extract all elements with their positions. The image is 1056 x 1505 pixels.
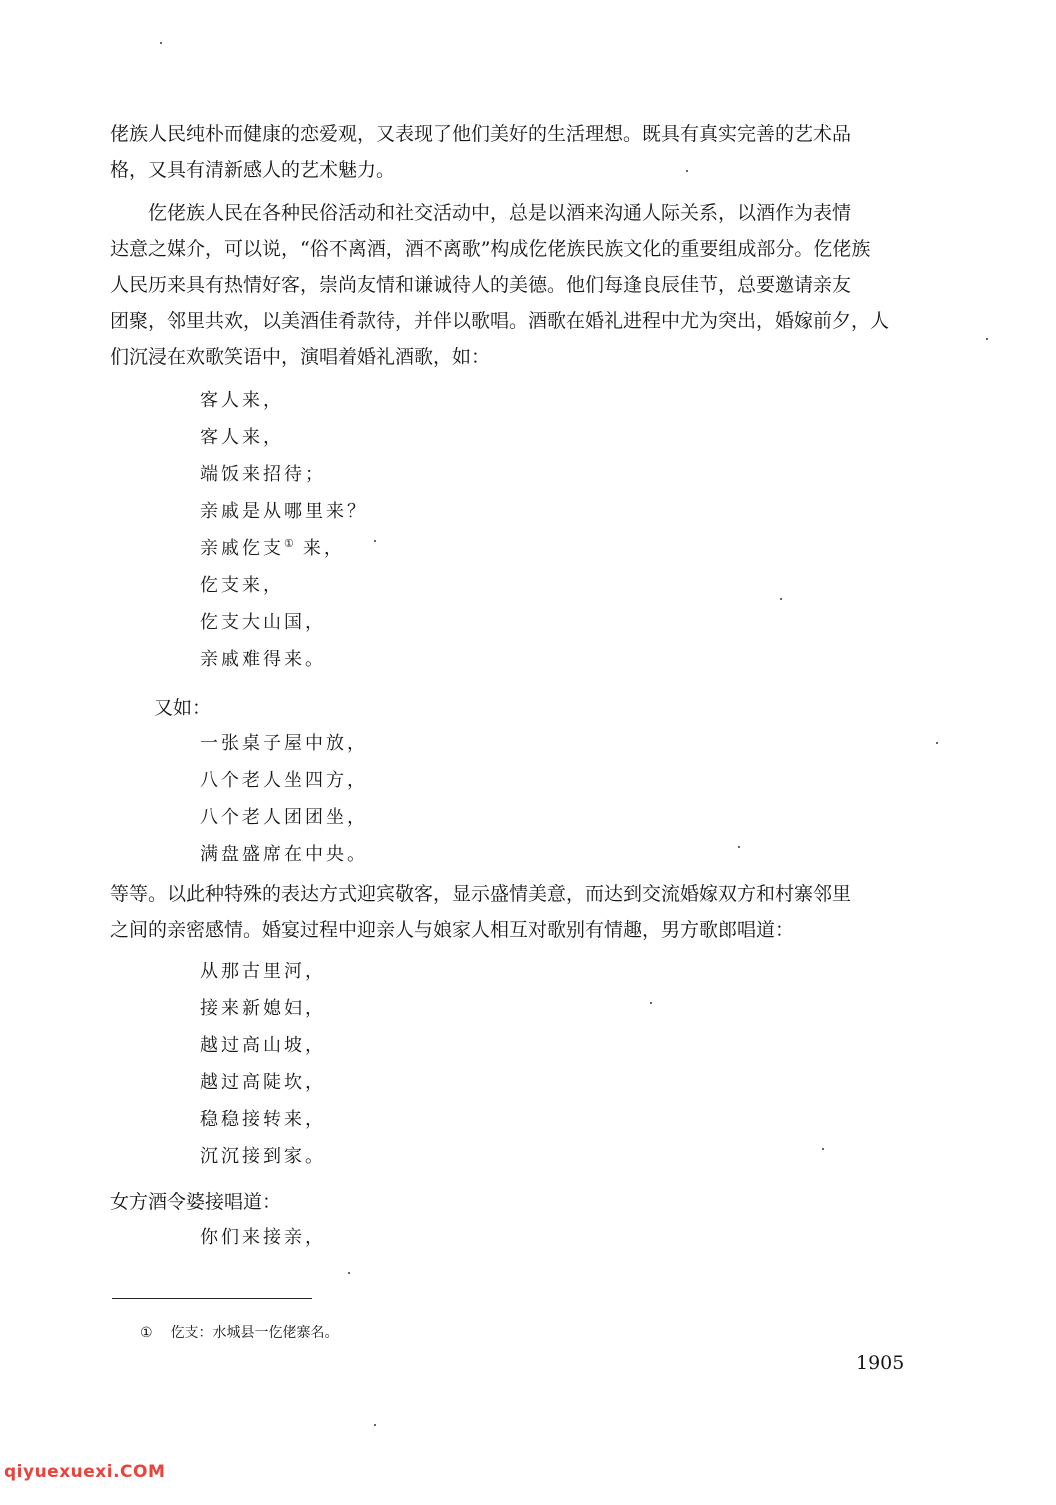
scan-speck bbox=[822, 1148, 824, 1150]
text-line: 佬族人民纯朴而健康的恋爱观，又表现了他们美好的生活理想。既具有真实完善的艺术品 bbox=[110, 123, 852, 145]
paragraph-wine-songs bbox=[110, 195, 945, 375]
scan-speck bbox=[348, 1272, 350, 1274]
intro-paragraph bbox=[110, 116, 945, 188]
scan-speck bbox=[738, 846, 740, 848]
verse-line: 仡支来， bbox=[200, 575, 284, 596]
label-bride-side: 女方酒令婆接唱道： bbox=[110, 1191, 282, 1213]
verse-line: 端饭来招待； bbox=[200, 464, 326, 485]
footnote bbox=[140, 1322, 339, 1342]
verse-groom-singer bbox=[200, 953, 326, 1175]
verse-line: 沉沉接到家。 bbox=[200, 1146, 326, 1167]
verse-line: 一张桌子屋中放， bbox=[200, 733, 368, 754]
footnote-reference: ① bbox=[284, 537, 297, 550]
verse-line: 你们来接亲， bbox=[200, 1227, 326, 1248]
scan-speck bbox=[650, 1002, 652, 1004]
verse-text: 亲戚仡支 bbox=[200, 538, 284, 559]
text-line: 格，又具有清新感人的艺术魅力。 bbox=[110, 159, 396, 181]
verse-line: 仡支大山国， bbox=[200, 612, 326, 633]
text-line: 仡佬族人民在各种民俗活动和社交活动中，总是以酒来沟通人际关系，以酒作为表情 bbox=[148, 202, 852, 224]
verse-line: 亲戚是从哪里来？ bbox=[200, 501, 368, 522]
verse-line: 八个老人坐四方， bbox=[200, 770, 368, 791]
verse-line: 稳稳接转来， bbox=[200, 1109, 326, 1130]
page-number: 1905 bbox=[856, 1352, 905, 1374]
text-line: 团聚，邻里共欢，以美酒佳肴款待，并伴以歌唱。酒歌在婚礼进程中尤为突出，婚嫁前夕，人 bbox=[110, 310, 890, 332]
text-line: 人民历来具有热情好客，崇尚友情和谦诚待人的美德。他们每逢良辰佳节，总要邀请亲友 bbox=[110, 274, 852, 296]
scan-speck bbox=[160, 42, 162, 44]
text-line: 达意之媒介，可以说，“俗不离酒，酒不离歌”构成仡佬族民族文化的重要组成部分。仡佬族 bbox=[110, 238, 871, 260]
verse-guests bbox=[200, 382, 368, 678]
site-watermark: qiyuexuexi.COM bbox=[4, 1462, 166, 1482]
verse-line: 客人来， bbox=[200, 427, 284, 448]
verse-line: 八个老人团团坐， bbox=[200, 807, 368, 828]
verse-line: 接来新媳妇， bbox=[200, 998, 326, 1019]
label-you-ru: 又如： bbox=[154, 697, 212, 719]
footnote-text: 仡支：水城县一仡佬寨名。 bbox=[170, 1325, 339, 1341]
scan-speck bbox=[780, 598, 782, 600]
verse-text: 来， bbox=[302, 538, 345, 559]
scan-speck bbox=[686, 170, 688, 172]
verse-table bbox=[200, 725, 368, 873]
verse-line: 越过高陡坎， bbox=[200, 1072, 326, 1093]
footnote-mark: ① bbox=[140, 1325, 153, 1341]
verse-line: 满盘盛席在中央。 bbox=[200, 844, 368, 865]
scan-speck bbox=[936, 742, 938, 744]
scan-speck bbox=[374, 1424, 376, 1426]
verse-bride-side bbox=[200, 1219, 326, 1256]
verse-line-with-footnote bbox=[200, 530, 368, 567]
verse-line: 客人来， bbox=[200, 390, 284, 411]
footnote-divider bbox=[112, 1298, 312, 1299]
scan-speck bbox=[986, 338, 988, 340]
verse-line: 从那古里河， bbox=[200, 961, 326, 982]
text-line: 等等。以此种特殊的表达方式迎宾敬客，显示盛情美意，而达到交流婚嫁双方和村寨邻里 bbox=[110, 883, 852, 905]
verse-line: 越过高山坡， bbox=[200, 1035, 326, 1056]
scan-speck bbox=[374, 540, 376, 542]
text-line: 之间的亲密感情。婚宴过程中迎亲人与娘家人相互对歌别有情趣，男方歌郎唱道： bbox=[110, 919, 795, 941]
verse-line: 亲戚难得来。 bbox=[200, 649, 326, 670]
paragraph-wedding bbox=[110, 876, 945, 948]
text-line: 们沉浸在欢歌笑语中，演唱着婚礼酒歌，如： bbox=[110, 346, 491, 368]
